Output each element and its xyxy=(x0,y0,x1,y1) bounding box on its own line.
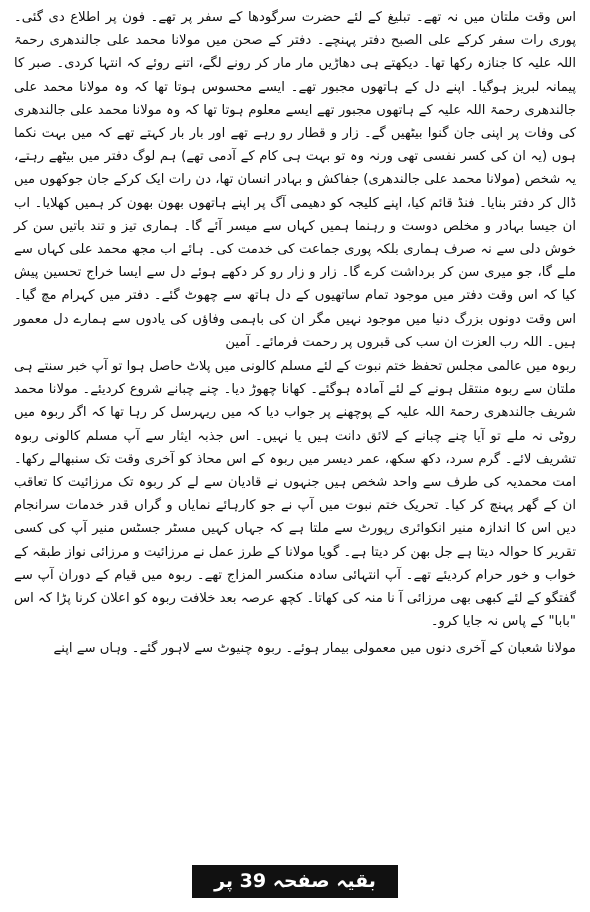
article-paragraph-3: مولانا شعبان کے آخری دنوں میں معمولی بیمار ہوئے۔ ربوہ چنیوٹ سے لاہور گئے۔ وہاں سے اپنے xyxy=(53,641,576,657)
article-paragraph-1: اس وقت ملتان میں نہ تھے۔ تبلیغ کے لئے حضرت سرگودھا کے سفر پر تھے۔ فون پر اطلاع دی گئی۔ پوری رات سفر کرکے علی الصبح دفتر پہنچے۔ دفتر کے صحن میں مولانا محمد علی جالندھری رحمۃ اللہ علیہ کا جنازہ رکھا تھا۔ دیکھتے ہی دھاڑیں مار مار کر رونے لگے، اتنے روئے کہ انتہا کردی۔ صبر کا پیمانہ لبریز ہوگیا۔ اپنے دل کے ہاتھوں مجبور تھے۔ ایسے محسوس ہوتا تھا کہ وہ مولانا محمد علی جالندھری رحمۃ اللہ علیہ کے ہاتھوں مجبور تھے ایسے معلوم ہوتا تھا کہ وہ مولانا محمد علی جالندھری کی وفات پر اپنی جان گنوا بیٹھیں گے۔ زار و قطار رو رہے تھے اور بار بار کہتے تھے کہ میں بہت نکما ہوں (یہ ان کی کسر نفسی تھی ورنہ وہ تو بہت ہی کام کے آدمی تھے) ہم لوگ دفتر میں بیٹھے رہتے، یہ شخص (مولانا محمد علی جالندھری) جفاکش و بہادر انسان تھا، دن رات ایک کرکے جان جوکھوں میں ڈال کر دفتر بنایا۔ فنڈ قائم کیا، اپنے کلیجہ کو دھیمی آگ پر اپنے ہاتھوں بھون بھون کر ہمیں کھلایا۔ اب ان جیسا بہادر و مخلص دوست و رہنما ہمیں کہاں سے میسر آئے گا۔ ہماری تیز و تند باتیں سن کر خوش دلی سے نہ صرف ہماری بلکہ پوری جماعت کی خدمت کی۔ ہائے اب مجھ محمد علی کہاں سے ملے گا، جو میری سن کر برداشت کرے گا۔ زار و زار رو کر دکھے ہوئے دل سے ایسا خراج تحسین پیش کیا کہ اس وقت دفتر میں موجود تمام ساتھیوں کے دل ہاتھ سے چھوٹ گئے۔ دفتر میں کہرام مچ گیا۔ اس وقت دونوں بزرگ دنیا میں موجود نہیں مگر ان کی باہمی وفاؤں کی یادوں سے ہمارے دل معمور ہیں۔ اللہ رب العزت ان سب کی قبروں پر رحمت فرمائے۔ آمین xyxy=(14,10,576,350)
article-paragraph-2: ربوہ میں عالمی مجلس تحفظ ختم نبوت کے لئے مسلم کالونی میں پلاٹ حاصل ہوا تو آپ خبر سنتے ہی ملتان سے ربوہ منتقل ہونے کے لئے آمادہ ہوگئے۔ کھانا چھوڑ دیا۔ چنے چبانے شروع کردیئے۔ مولانا محمد شریف جالندھری رحمۃ اللہ علیہ کے پوچھنے پر جواب دیا کہ میں ریہرسل کر رہا تھا کہ اگر ربوہ میں روٹی نہ ملے تو آیا چنے چبانے کے لائق دانت ہیں یا نہیں۔ اس جذبہ ایثار سے آپ مسلم کالونی ربوہ تشریف لائے۔ گرم سرد، دکھ سکھ، عمر دیسر میں ربوہ کے اس محاذ کو آخری وقت تک سنبھالے رکھا۔ امت محمدیہ کی طرف سے واحد شخص ہیں جنہوں نے قادیان سے لے کر ربوہ تک مرزائیت کا تعاقب ان کے گھر پہنچ کر کیا۔ تحریک ختم نبوت میں آپ نے جو کارہائے نمایاں و گراں قدر خدمات سرانجام دیں اس کا اندازہ منیر انکوائری رپورٹ سے ملتا ہے کہ جہاں کہیں مسٹر جسٹس منیر آپ کی کسی تقریر کا حوالہ دیتا ہے جل بھن کر دیتا ہے۔ گویا مولانا کے طرز عمل نے مرزائیت و مرزائی نواز طبقہ کے خواب و خور حرام کردیئے تھے۔ آپ انتہائی سادہ منکسر المزاج تھے۔ ربوہ میں قیام کے دوران آپ سے گفتگو کے لئے کبھی بھی مرزائی آ نا منہ کی کھاتا۔ کچھ عرصہ بعد خلافت ربوہ کو اعلان کرنا پڑا کہ اس "بابا" کے پاس نہ جایا کرو۔ xyxy=(14,359,576,630)
continued-on-page-label: بقیہ صفحہ 39 پر xyxy=(192,865,398,898)
continued-banner xyxy=(0,865,590,898)
